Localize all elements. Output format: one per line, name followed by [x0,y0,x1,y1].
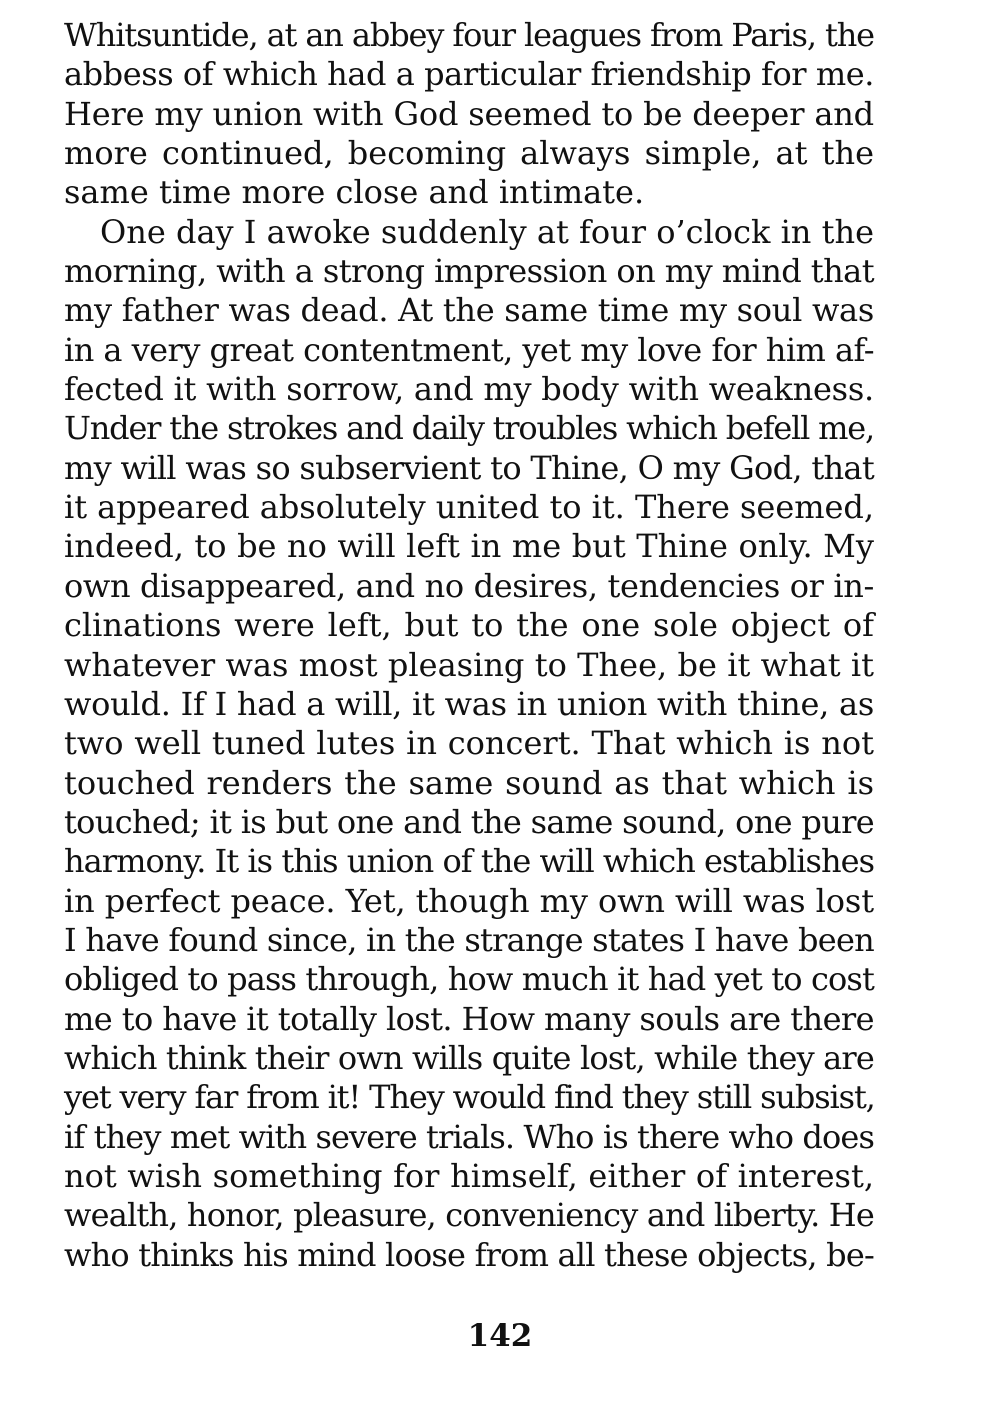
text-line: clinations were left, but to the one sole object of [64,606,874,645]
text-line: whatever was most pleasing to Thee, be it what it [64,645,874,684]
body-text [64,16,874,1275]
text-line: Under the strokes and daily troubles which befell me, [64,409,874,448]
text-line: touched; it is but one and the same sound, one pure [64,802,874,841]
text-line: One day I awoke suddenly at four o’clock in the [100,212,874,251]
page-number: 142 [467,1318,533,1354]
text-line: morning, with a strong impression on my mind that [64,252,874,291]
text-line: two well tuned lutes in concert. That which is not [64,724,874,763]
text-line: which think their own wills quite lost, while they are [64,1038,874,1077]
text-line: wealth, honor, pleasure, conveniency and liberty. He [64,1196,875,1235]
text-line: my will was so subservient to Thine, O my God, that [64,448,874,487]
text-line: not wish something for himself, either of interest, [64,1156,874,1195]
text-line: indeed, to be no will left in me but Thine only. My [64,527,874,566]
text-line: touched renders the same sound as that which is [64,763,874,802]
text-line: I have found since, in the strange states I have been [64,920,874,959]
text-line: my father was dead. At the same time my soul was [64,291,874,330]
text-line: abbess of which had a particular friendship for me. [64,55,874,94]
text-line: would. If I had a will, it was in union with thine, as [64,684,875,723]
text-line: fected it with sorrow, and my body with weakness. [64,370,874,409]
text-line: who thinks his mind loose from all these objects, be- [64,1235,874,1274]
text-line: own disappeared, and no desires, tendencies or in- [64,566,874,605]
text-line: in perfect peace. Yet, though my own will was lost [64,881,875,920]
text-line: Here my union with God seemed to be deeper and [64,94,875,133]
text-line: if they met with severe trials. Who is there who does [64,1117,875,1156]
text-line: yet very far from it! They would find they still subsist, [64,1078,875,1117]
text-line: harmony. It is this union of the will which establishes [64,842,875,881]
text-line: obliged to pass through, how much it had yet to cost [64,960,874,999]
text-line: it appeared absolutely united to it. There seemed, [64,488,875,527]
text-line: Whitsuntide, at an abbey four leagues from Paris, the [64,16,875,54]
text-line: same time more close and intimate. [64,173,645,212]
text-line: more continued, becoming always simple, at the [64,134,874,173]
text-line: in a very great contentment, yet my love for him af- [64,330,875,369]
text-line: me to have it totally lost. How many souls are there [64,999,875,1038]
